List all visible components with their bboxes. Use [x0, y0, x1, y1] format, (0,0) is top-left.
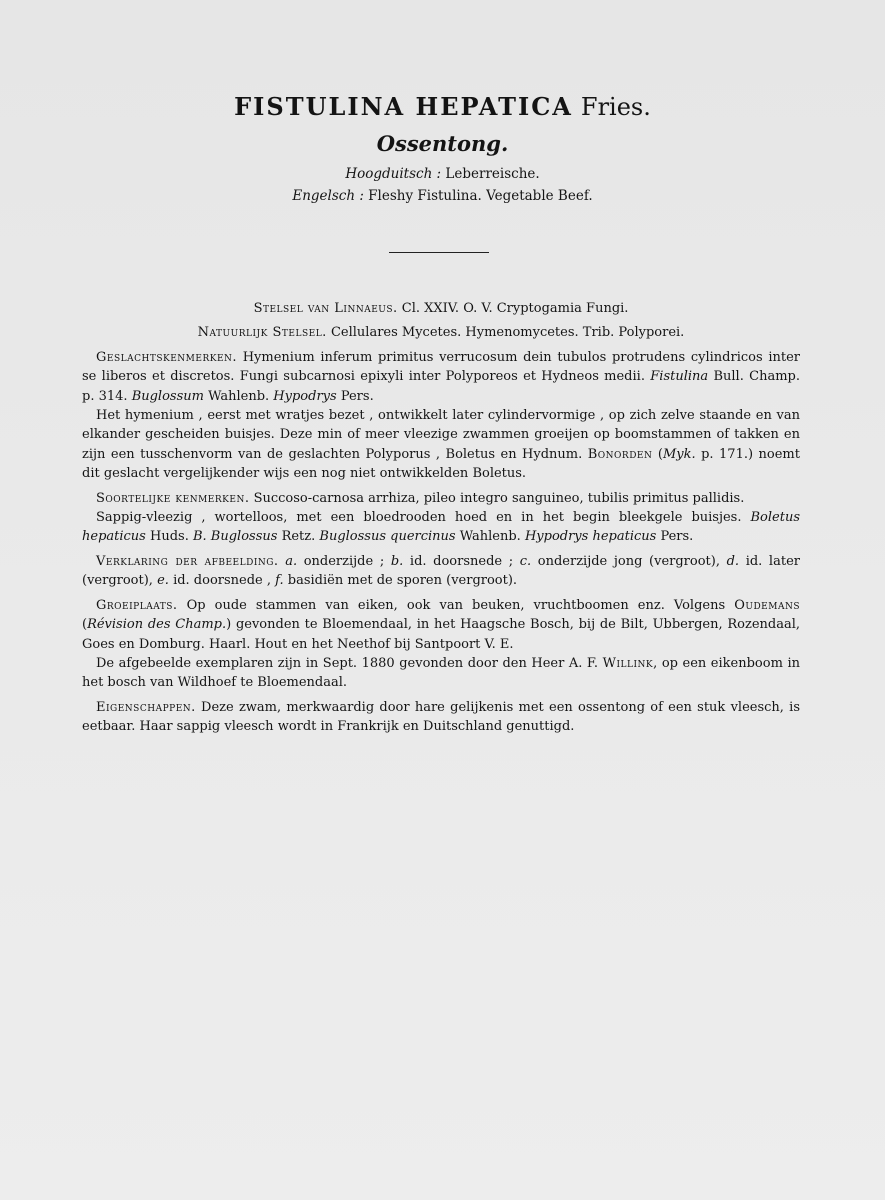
vernacular-names — [0, 163, 885, 207]
properties-section — [82, 698, 800, 737]
genus-dutch-text-2: p. 171.) noemt dit geslacht vergelijkender wijs een nog niet ontwikkelden Boletus. — [82, 446, 800, 482]
genus-characters-text: Hymenium inferum primitus verrucosum dein tubulos protrudens cylindricos inter se liberos et discretos. Fungi subcarnosi epixyli inter Polyporeos et Hydneos medii. — [82, 349, 800, 385]
habitat-section — [82, 596, 800, 654]
synonym-4: Hypodrys hepaticus — [524, 529, 657, 545]
specimens-paragraph — [82, 654, 800, 693]
genus-dutch-description — [82, 406, 800, 484]
genus-name-fistulina: Fistulina — [650, 369, 709, 385]
linnaeus-text: Cl. XXIV. O. V. Cryptogamia Fungi. — [401, 301, 629, 316]
figure-key-b: b. — [390, 553, 404, 569]
genus-characters-label: Geslachtskenmerken. — [96, 349, 238, 365]
linnaeus-section — [82, 299, 800, 318]
species-characters-label: Soortelijke kenmerken. — [96, 490, 250, 506]
habitat-text-2: ) gevonden te Bloemendaal, in het Haagsche Bosch, bij de Bilt, Ubbergen, Rozendaal, Goes en Domburg. Haarl. Hout en het Neethof bij Santpoort V. E. — [82, 617, 800, 652]
species-characters-text: Succoso-carnosa arrhiza, pileo integro sanguineo, tubilis primitus pallidis. — [253, 490, 745, 506]
figure-key-c: c. — [519, 553, 532, 569]
figure-key-f: f. — [275, 573, 284, 589]
species-dutch-text: Sappig-vleezig , wortelloos, met een bloedrooden hoed en in het begin bleekgele buisjes. — [96, 510, 742, 526]
german-label: Hoogduitsch : — [345, 166, 442, 182]
german-name: Leberreische. — [445, 166, 540, 182]
document-body — [82, 299, 800, 737]
figure-key-e-text: id. doorsnede , — [173, 573, 272, 589]
properties-text: Deze zwam, merkwaardig door hare gelijkenis met een ossentong of een stuk vleesch, is eetbaar. Haar sappig vleesch wordt in Frankrijk en Duitschland genuttigd. — [82, 699, 800, 735]
figure-key-c-text: onderzijde jong (vergroot), — [537, 553, 720, 569]
natural-system-text: Cellulares Mycetes. Hymenomycetes. Trib. Polyporei. — [330, 325, 685, 341]
reference-myk: Myk. — [662, 446, 696, 462]
genus-author-text: Wahlenb. — [208, 388, 270, 404]
genus-characters-section — [82, 348, 800, 406]
figure-key-b-text: id. doorsnede ; — [409, 553, 514, 569]
figure-key-d: d. — [726, 553, 740, 569]
specimens-text: De afgebeelde exemplaren zijn in Sept. 1880 gevonden door den Heer A. F. — [96, 655, 599, 671]
figure-explanation-section — [82, 552, 800, 591]
species-dutch-description — [82, 508, 800, 547]
dutch-common-name: Ossentong. — [376, 131, 509, 156]
synonym-1: Boletus hepaticus — [82, 510, 800, 545]
synonym-2: B. Buglossus — [192, 529, 278, 545]
synonym-4-author: Pers. — [660, 529, 694, 545]
author-bonorden: Bonorden — [587, 446, 653, 462]
english-name: Fleshy Fistulina. Vegetable Beef. — [368, 188, 593, 204]
genus-author-pers: Pers. — [340, 388, 374, 404]
divider-rule — [389, 252, 489, 253]
genus-ref-text: Bull. Champ. p. 314. — [82, 369, 800, 404]
genus-dutch-text: Het hymenium , eerst met wratjes bezet , ontwikkelt later cylindervormige , op zich zelve staande en van elkander gescheiden buisjes. Deze min of meer vleezige zwammen groeijen op boomstammen of takken en zijn een tusschenvorm van de geslachten Polyporus , Boletus en Hydnum. — [82, 408, 800, 462]
genus-name-buglossum: Buglossum — [131, 388, 204, 404]
synonym-2-author: Retz. — [281, 529, 316, 545]
title-author: Fries. — [580, 93, 651, 121]
genus-name-hypodrys: Hypodrys — [273, 388, 337, 404]
page-title — [0, 92, 885, 121]
figure-key-a: a. — [285, 553, 298, 569]
open-paren-2: ( — [82, 617, 88, 633]
specimens-text-2: , op een eikenboom in het bosch van Wildhoef te Bloemendaal. — [82, 655, 800, 691]
habitat-label: Groeiplaats. — [96, 597, 178, 613]
synonym-3: Buglossus quercinus — [319, 529, 456, 545]
properties-label: Eigenschappen. — [96, 699, 196, 715]
synonym-1-author: Huds. — [150, 529, 189, 545]
english-label: Engelsch : — [292, 188, 364, 204]
synonym-3-author: Wahlenb. — [459, 529, 521, 545]
figure-key-d-text: id. later (vergroot), — [82, 553, 800, 589]
reference-revision: Révision des Champ. — [87, 617, 227, 633]
figure-key-a-text: onderzijde ; — [303, 553, 385, 569]
habitat-text: Op oude stammen van eiken, ook van beuken, vruchtboomen enz. Volgens — [186, 597, 726, 613]
title-genus: FISTULINA HEPATICA — [234, 92, 573, 121]
natural-system-label: Natuurlijk Stelsel. — [197, 325, 327, 341]
species-characters-section — [82, 489, 800, 508]
author-oudemans: Oudemans — [734, 597, 801, 613]
figure-key-e: e. — [157, 573, 169, 589]
english-name-line — [0, 185, 885, 207]
figure-explanation-label: Verklaring der afbeelding. — [96, 553, 279, 569]
open-paren: ( — [657, 446, 663, 462]
figure-key-f-text: basidiën met de sporen (vergroot). — [287, 573, 518, 589]
german-name-line — [0, 163, 885, 185]
natural-system-section — [82, 323, 800, 342]
person-willink: Willink — [602, 655, 654, 671]
linnaeus-label: Stelsel van Linnaeus. — [253, 301, 398, 316]
